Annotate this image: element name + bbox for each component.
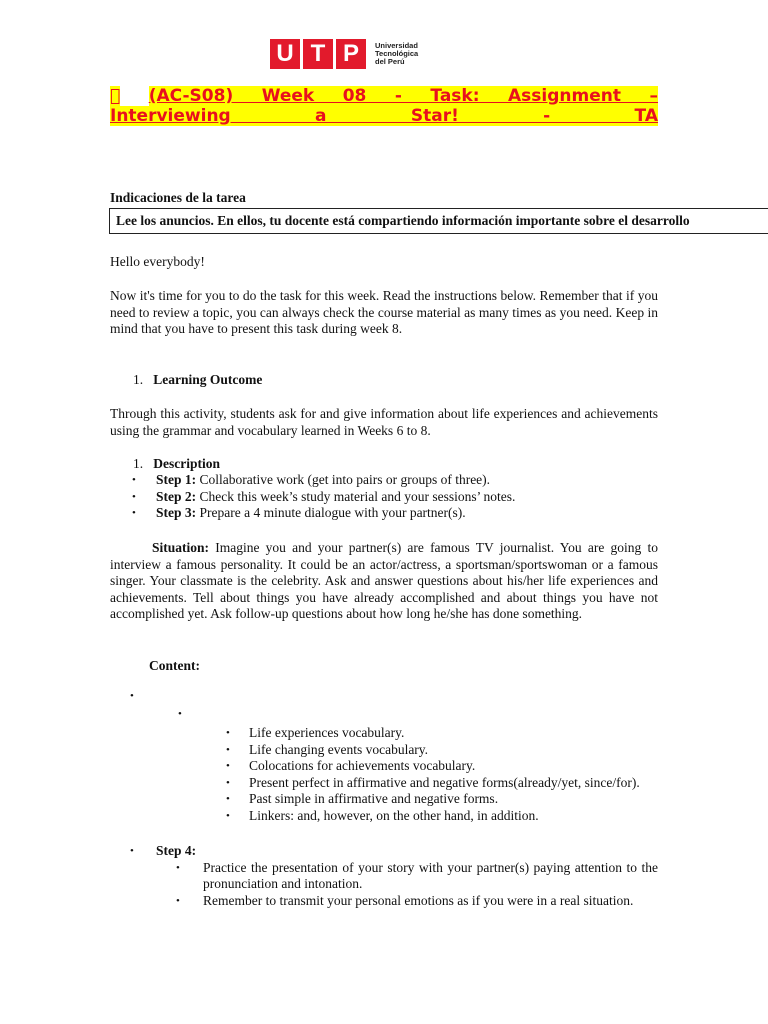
list-item: • Life changing events vocabulary. bbox=[226, 741, 429, 757]
empty-bullet: • bbox=[130, 690, 134, 702]
title-prefix-glyph bbox=[110, 86, 120, 106]
list-item: • Past simple in affirmative and negative forms. bbox=[226, 791, 499, 806]
empty-sub-bullet: • bbox=[178, 708, 182, 720]
content-heading: Content: bbox=[149, 658, 200, 673]
page-title bbox=[110, 86, 658, 126]
learning-outcome-text: Through this activity, students ask for and give information about life experiences and achievements using the grammar and vocabulary learned in Weeks 6 to 8. bbox=[110, 406, 658, 438]
content-list bbox=[226, 725, 658, 824]
list-item: • Remember to transmit your personal emotions as if you were in a real situation. bbox=[176, 892, 634, 908]
announcement-notice: Lee los anuncios. En ellos, tu docente está compartiendo información importante sobre el desarrollo bbox=[109, 208, 768, 234]
title-line-1: (AC-S08) Week 08 - Task: Assignment – bbox=[110, 86, 658, 106]
intro-paragraph: Now it's time for you to do the task for this week. Read the instructions below. Remember that if you need to review a topic, you can always check the course material as many times as you need. Keep in mind that you have to present this task during week 8. bbox=[110, 288, 658, 336]
step4-heading: • Step 4: bbox=[130, 843, 197, 858]
situation-paragraph: Situation: Imagine you and your partner(s) are famous TV journalist. You are going to interview a famous personality. It could be an actor/actress, a sportsman/sportswoman or a famous singer. Your classmate is the celebrity. Ask and answer questions about his/her life experiences and achievements. Tell about things you have already accomplished and about things you have not accomplished yet. Ask follow-up questions about how long he/she has done something. bbox=[110, 540, 658, 621]
step4-section bbox=[130, 843, 658, 909]
instructions-heading: Indicaciones de la tarea bbox=[110, 190, 246, 205]
logo-letter-t: T bbox=[303, 39, 333, 69]
description-heading: 1. Description bbox=[133, 456, 220, 471]
greeting: Hello everybody! bbox=[110, 254, 205, 269]
list-item: • Life experiences vocabulary. bbox=[226, 725, 405, 740]
utp-logo bbox=[270, 38, 418, 70]
step-item: • Step 3: Prepare a 4 minute dialogue with your partner(s). bbox=[132, 505, 466, 520]
step-item: • Step 1: Collaborative work (get into pairs or groups of three). bbox=[132, 472, 491, 487]
learning-outcome-heading: 1. Learning Outcome bbox=[133, 372, 263, 387]
list-item: • Linkers: and, however, on the other hand, in addition. bbox=[226, 807, 539, 823]
list-item: • Colocations for achievements vocabulary. bbox=[226, 758, 476, 773]
step-item: • Step 2: Check this week’s study material and your sessions’ notes. bbox=[132, 488, 516, 504]
list-item: • Present perfect in affirmative and negative forms(already/yet, since/for). bbox=[226, 774, 640, 790]
list-item: • Practice the presentation of your story with your partner(s) paying attention to the pronunciation and intonation. bbox=[176, 859, 658, 891]
logo-letter-p: P bbox=[336, 39, 366, 69]
description-section bbox=[133, 456, 515, 522]
title-line-2: Interviewing a Star! - TA bbox=[110, 106, 658, 126]
logo-university-name: Universidad Tecnológica del Perú bbox=[375, 41, 419, 66]
logo-letter-u: U bbox=[270, 39, 300, 69]
